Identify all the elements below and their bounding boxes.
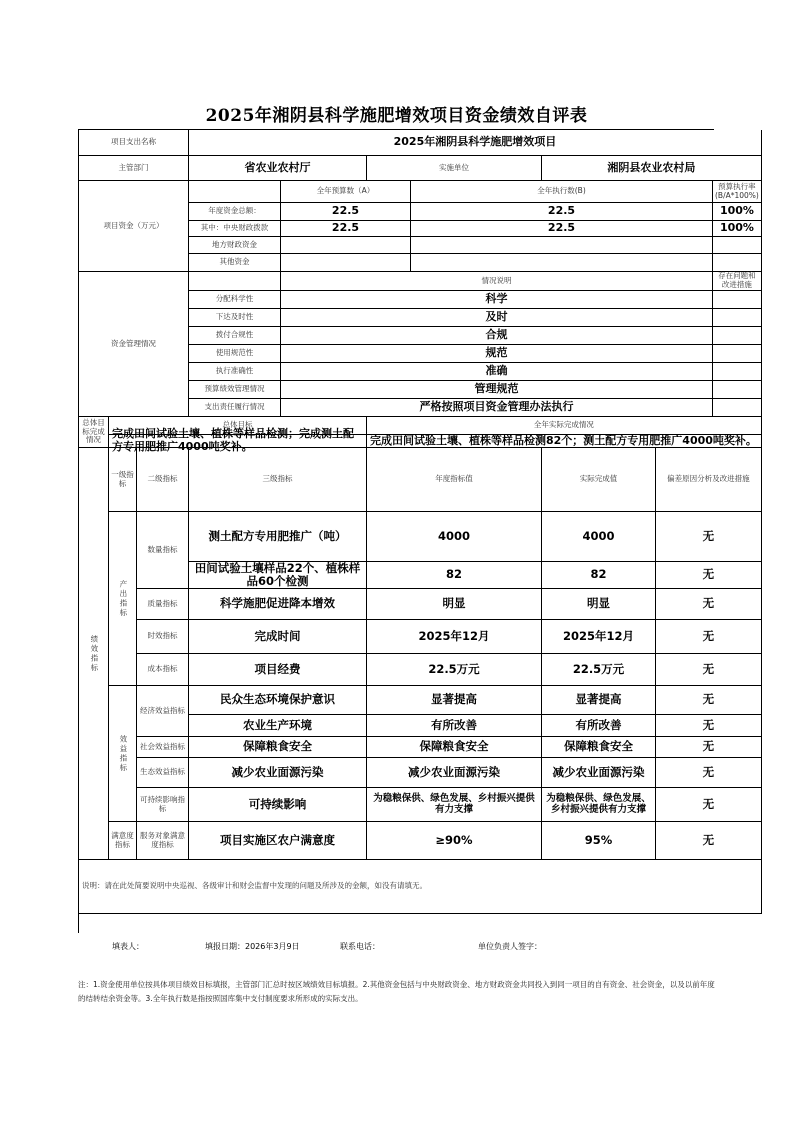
ecological-indicator-label: 生态效益指标	[137, 758, 189, 788]
impl-value: 湘阴县农业农村局	[542, 156, 762, 181]
output-indicator-label: 产出指标	[109, 512, 137, 686]
perf-row-name: 农业生产环境	[189, 715, 367, 737]
management-row-issue	[713, 399, 762, 417]
funds-row-label: 其他资金	[189, 254, 281, 272]
perf-header-deviation: 偏差原因分析及改进措施	[656, 448, 762, 512]
funds-row-rate: 100%	[713, 203, 762, 221]
perf-row-deviation: 无	[656, 737, 762, 758]
goals-label: 总体目标完成情况	[79, 417, 109, 448]
perf-row-target: 减少农业面源污染	[367, 758, 542, 788]
page-title: 2025年湘阴县科学施肥增效项目资金绩效自评表	[205, 106, 588, 126]
funds-col-rate: 预算执行率(B/A*100%)	[713, 181, 762, 203]
signature-date: 填报日期：2026年3月9日	[205, 942, 300, 951]
management-row-issue	[713, 327, 762, 345]
perf-header-level1: 一级指标	[109, 448, 137, 512]
perf-row-deviation: 无	[656, 758, 762, 788]
perf-row-actual: 为稳粮保供、绿色发展、乡村振兴提供有力支撑	[542, 788, 656, 822]
sustainable-indicator-label: 可持续影响指标	[137, 788, 189, 822]
perf-header-level3: 三级指标	[189, 448, 367, 512]
funds-col-exec: 全年执行数(B)	[411, 181, 713, 203]
perf-row-target: 有所改善	[367, 715, 542, 737]
evaluation-table	[78, 129, 759, 933]
quantity-indicator-label: 数量指标	[137, 512, 189, 589]
perf-row-deviation: 无	[656, 686, 762, 715]
management-row-value: 管理规范	[281, 381, 713, 399]
effect-indicator-label: 效益指标	[109, 686, 137, 822]
funds-row-budget	[281, 237, 411, 254]
management-row-value: 合规	[281, 327, 713, 345]
management-row-label: 分配科学性	[189, 291, 281, 309]
management-row-label: 使用规范性	[189, 345, 281, 363]
perf-row-name: 项目经费	[189, 654, 367, 686]
perf-row-actual: 4000	[542, 512, 656, 562]
funds-row-label: 地方财政资金	[189, 237, 281, 254]
perf-row-deviation: 无	[656, 822, 762, 860]
perf-row-target: 显著提高	[367, 686, 542, 715]
perf-header-target: 年度指标值	[367, 448, 542, 512]
perf-row-name: 田间试验土壤样品22个、植株样品60个检测	[189, 562, 367, 589]
perf-row-deviation: 无	[656, 589, 762, 620]
signature-leader: 单位负责人签字：	[478, 942, 542, 951]
remark: 说明：请在此处简要说明中央巡视、各级审计和财会监督中发现的问题及所涉及的金额，如没有请填无。	[79, 860, 762, 914]
satisfaction-indicator-label: 满意度指标	[109, 822, 137, 860]
funds-row-exec: 22.5	[411, 221, 713, 237]
perf-header-level2: 二级指标	[137, 448, 189, 512]
perf-row-actual: 减少农业面源污染	[542, 758, 656, 788]
perf-row-deviation: 无	[656, 788, 762, 822]
perf-row-deviation: 无	[656, 620, 762, 654]
management-row-issue	[713, 363, 762, 381]
management-label: 资金管理情况	[79, 272, 189, 417]
perf-row-target: 4000	[367, 512, 542, 562]
funds-row-exec	[411, 254, 713, 272]
dept-value: 省农业农村厅	[189, 156, 367, 181]
funds-row-label: 其中：中央财政拨款	[189, 221, 281, 237]
perf-row-name: 减少农业面源污染	[189, 758, 367, 788]
perf-row-actual: 有所改善	[542, 715, 656, 737]
funds-row-exec	[411, 237, 713, 254]
signature-phone: 联系电话：	[340, 942, 380, 951]
management-header-blank	[189, 272, 281, 291]
perf-row-actual: 22.5万元	[542, 654, 656, 686]
management-row-label: 下达及时性	[189, 309, 281, 327]
project-name: 2025年湘阴县科学施肥增效项目	[189, 130, 762, 156]
management-row-value: 准确	[281, 363, 713, 381]
funds-row-exec: 22.5	[411, 203, 713, 221]
dept-label: 主管部门	[79, 156, 189, 181]
perf-row-actual: 显著提高	[542, 686, 656, 715]
quality-indicator-label: 质量指标	[137, 589, 189, 620]
timeliness-indicator-label: 时效指标	[137, 620, 189, 654]
goals-col-goal: 总体目标	[109, 417, 367, 435]
management-col-issues: 存在问题和改进措施	[713, 272, 762, 291]
goals-actual-text: 完成田间试验土壤、植株等样品检测82个；测土配方专用肥推广4000吨奖补。	[367, 435, 762, 448]
management-row-label: 执行准确性	[189, 363, 281, 381]
perf-row-target: ≥90%	[367, 822, 542, 860]
perf-row-target: 82	[367, 562, 542, 589]
management-col-desc: 情况说明	[281, 272, 713, 291]
perf-row-actual: 保障粮食安全	[542, 737, 656, 758]
funds-row-budget: 22.5	[281, 203, 411, 221]
perf-row-actual: 95%	[542, 822, 656, 860]
perf-row-deviation: 无	[656, 562, 762, 589]
management-row-issue	[713, 345, 762, 363]
funds-row-budget: 22.5	[281, 221, 411, 237]
perf-row-actual: 2025年12月	[542, 620, 656, 654]
management-row-issue	[713, 291, 762, 309]
perf-row-target: 为稳粮保供、绿色发展、乡村振兴提供有力支撑	[367, 788, 542, 822]
service-indicator-label: 服务对象满意度指标	[137, 822, 189, 860]
funds-row-rate	[713, 254, 762, 272]
management-row-value: 及时	[281, 309, 713, 327]
perf-row-deviation: 无	[656, 654, 762, 686]
perf-row-name: 项目实施区农户满意度	[189, 822, 367, 860]
social-indicator-label: 社会效益指标	[137, 737, 189, 758]
funds-header-blank	[189, 181, 281, 203]
funds-col-budget: 全年预算数（A）	[281, 181, 411, 203]
management-row-issue	[713, 381, 762, 399]
perf-row-deviation: 无	[656, 715, 762, 737]
management-row-value: 严格按照项目资金管理办法执行	[281, 399, 713, 417]
perf-row-name: 保障粮食安全	[189, 737, 367, 758]
management-row-value: 规范	[281, 345, 713, 363]
project-name-label: 项目支出名称	[79, 130, 189, 156]
perf-row-target: 22.5万元	[367, 654, 542, 686]
management-row-label: 拨付合规性	[189, 327, 281, 345]
perf-row-target: 2025年12月	[367, 620, 542, 654]
perf-row-actual: 82	[542, 562, 656, 589]
management-row-label: 支出责任履行情况	[189, 399, 281, 417]
footnote: 注：1.资金使用单位按具体项目绩效目标填报，主管部门汇总时按区域绩效目标填报。2.其他资金包括与中央财政资金、地方财政资金共同投入到同一项目的自有资金、社会资金，以及以前年度的结转结余资金等。3.全年执行数是指按照国库集中支付制度要求所形成的实际支出。	[78, 980, 715, 1004]
goals-col-actual: 全年实际完成情况	[367, 417, 762, 435]
perf-header-actual: 实际完成值	[542, 448, 656, 512]
perf-row-name: 测土配方专用肥推广（吨）	[189, 512, 367, 562]
perf-row-name: 完成时间	[189, 620, 367, 654]
perf-row-deviation: 无	[656, 512, 762, 562]
management-row-label: 预算绩效管理情况	[189, 381, 281, 399]
management-row-value: 科学	[281, 291, 713, 309]
goals-goal-text: 完成田间试验土壤、植株等样品检测；完成测土配方专用肥推广4000吨奖补。	[109, 435, 367, 448]
funds-row-rate	[713, 237, 762, 254]
funds-row-label: 年度资金总额：	[189, 203, 281, 221]
management-row-issue	[713, 309, 762, 327]
perf-row-target: 保障粮食安全	[367, 737, 542, 758]
cost-indicator-label: 成本指标	[137, 654, 189, 686]
perf-row-name: 科学施肥促进降本增效	[189, 589, 367, 620]
signature-filler: 填表人：	[112, 942, 144, 951]
perf-row-actual: 明显	[542, 589, 656, 620]
funds-row-budget	[281, 254, 411, 272]
perf-row-name: 民众生态环境保护意识	[189, 686, 367, 715]
funds-label: 项目资金（万元）	[79, 181, 189, 272]
funds-row-rate: 100%	[713, 221, 762, 237]
perf-row-name: 可持续影响	[189, 788, 367, 822]
performance-label: 绩效指标	[79, 448, 109, 860]
economic-indicator-label: 经济效益指标	[137, 686, 189, 737]
perf-row-target: 明显	[367, 589, 542, 620]
impl-label: 实施单位	[367, 156, 542, 181]
